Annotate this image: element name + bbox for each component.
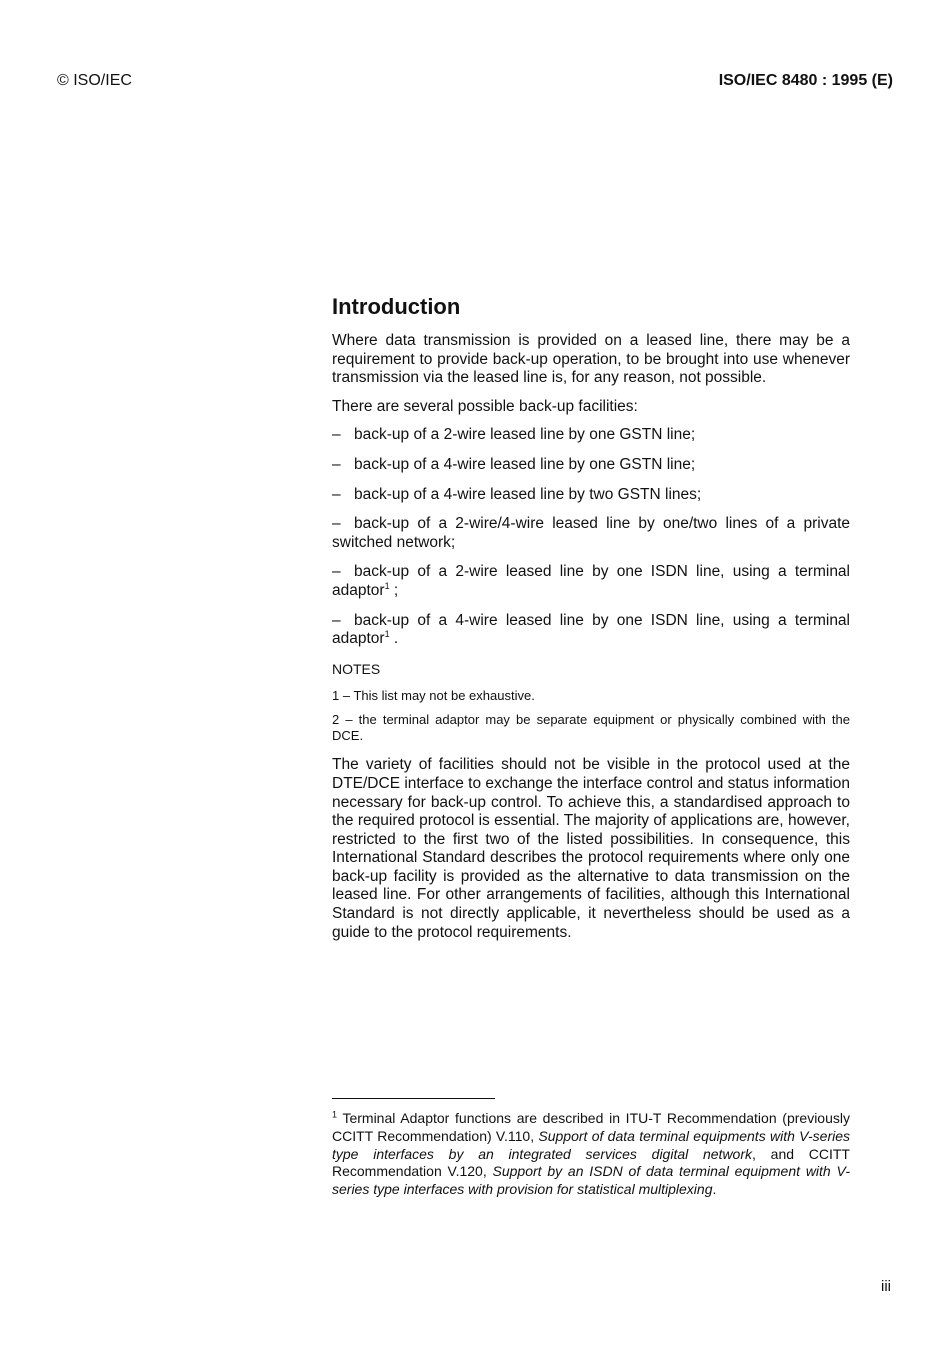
footnote-text: . xyxy=(712,1181,717,1198)
intro-paragraph-3: The variety of facilities should not be visible in the protocol used at the DTE/DCE interface to exchange the interface control and status information necessary for back-up control. To achieve this, a standardised approach to the required protocol is essential. The majority of applications are, however, restricted to the first two of the listed possibilities. In consequence, this International Standard describes the protocol requirements where only one back-up facility is provided as the alternative to data transmission on the leased line. For other arrangements of facilities, although this International Standard is not directly applicable, it nevertheless should be used as a guide to the protocol requirements. xyxy=(332,756,850,941)
dash-bullet: – xyxy=(332,455,341,473)
note-item: 2 – the terminal adaptor may be separate equipment or physically combined with the DCE. xyxy=(332,712,850,744)
note-item: 1 – This list may not be exhaustive. xyxy=(332,688,535,704)
list-item-end: ; xyxy=(389,581,399,599)
dash-bullet: – xyxy=(332,611,341,629)
footnote-title-v120: Support by an ISDN of data terminal equipment with V-series type interfaces with provision for statistical multiplexing xyxy=(332,1163,850,1198)
list-item-text: back-up of a 4-wire leased line by one ISDN line, using a terminal adaptor xyxy=(332,611,850,648)
header-standard-id: ISO/IEC 8480 : 1995 (E) xyxy=(718,72,893,89)
list-item-text: back-up of a 2-wire/4-wire leased line by one/two lines of a private switched network; xyxy=(332,515,850,551)
dash-bullet: – xyxy=(332,426,341,444)
footnote-text: Terminal Adaptor functions are described in ITU-T Recommendation (previously CCITT Recommendation) V.110, xyxy=(332,1110,850,1144)
footnote-ref: 1 xyxy=(384,628,390,639)
section-title: Introduction xyxy=(332,294,461,319)
intro-paragraph-1: Where data transmission is provided on a leased line, there may be a requirement to provide back-up operation, to be brought into use whenever transmission via the leased line is, for any reason, not possible. xyxy=(332,332,850,387)
list-item xyxy=(332,515,850,552)
list-item-end: . xyxy=(389,630,399,648)
list-item-text: back-up of a 4-wire leased line by one GSTN line; xyxy=(354,455,696,473)
list-item xyxy=(332,563,850,600)
list-item-text: back-up of a 4-wire leased line by two GSTN lines; xyxy=(354,485,702,503)
dash-bullet: – xyxy=(332,485,341,503)
list-item xyxy=(332,426,850,445)
list-item xyxy=(332,486,850,505)
footnote-ref: 1 xyxy=(384,580,390,591)
list-item-text: back-up of a 2-wire leased line by one ISDN line, using a terminal adaptor xyxy=(332,563,850,599)
footnote xyxy=(332,1110,850,1199)
dash-bullet: – xyxy=(332,515,341,533)
footnote-mark: 1 xyxy=(332,1109,338,1120)
footnote-title-v110: Support of data terminal equipments with V-series type interfaces by an integrated services digital network xyxy=(332,1127,850,1162)
footnote-text: , and CCITT Recommendation V.120, xyxy=(332,1145,850,1180)
dash-bullet: – xyxy=(332,563,341,581)
footnote-divider xyxy=(332,1098,495,1099)
intro-paragraph-2: There are several possible back-up facilities: xyxy=(332,397,638,415)
list-item-text: back-up of a 2-wire leased line by one GSTN line; xyxy=(354,426,696,444)
page-number: iii xyxy=(881,1278,891,1295)
list-item xyxy=(332,612,850,649)
header-copyright: © ISO/IEC xyxy=(57,72,132,89)
list-item xyxy=(332,456,850,475)
notes-heading: NOTES xyxy=(332,660,381,677)
introduction-section xyxy=(332,293,850,942)
